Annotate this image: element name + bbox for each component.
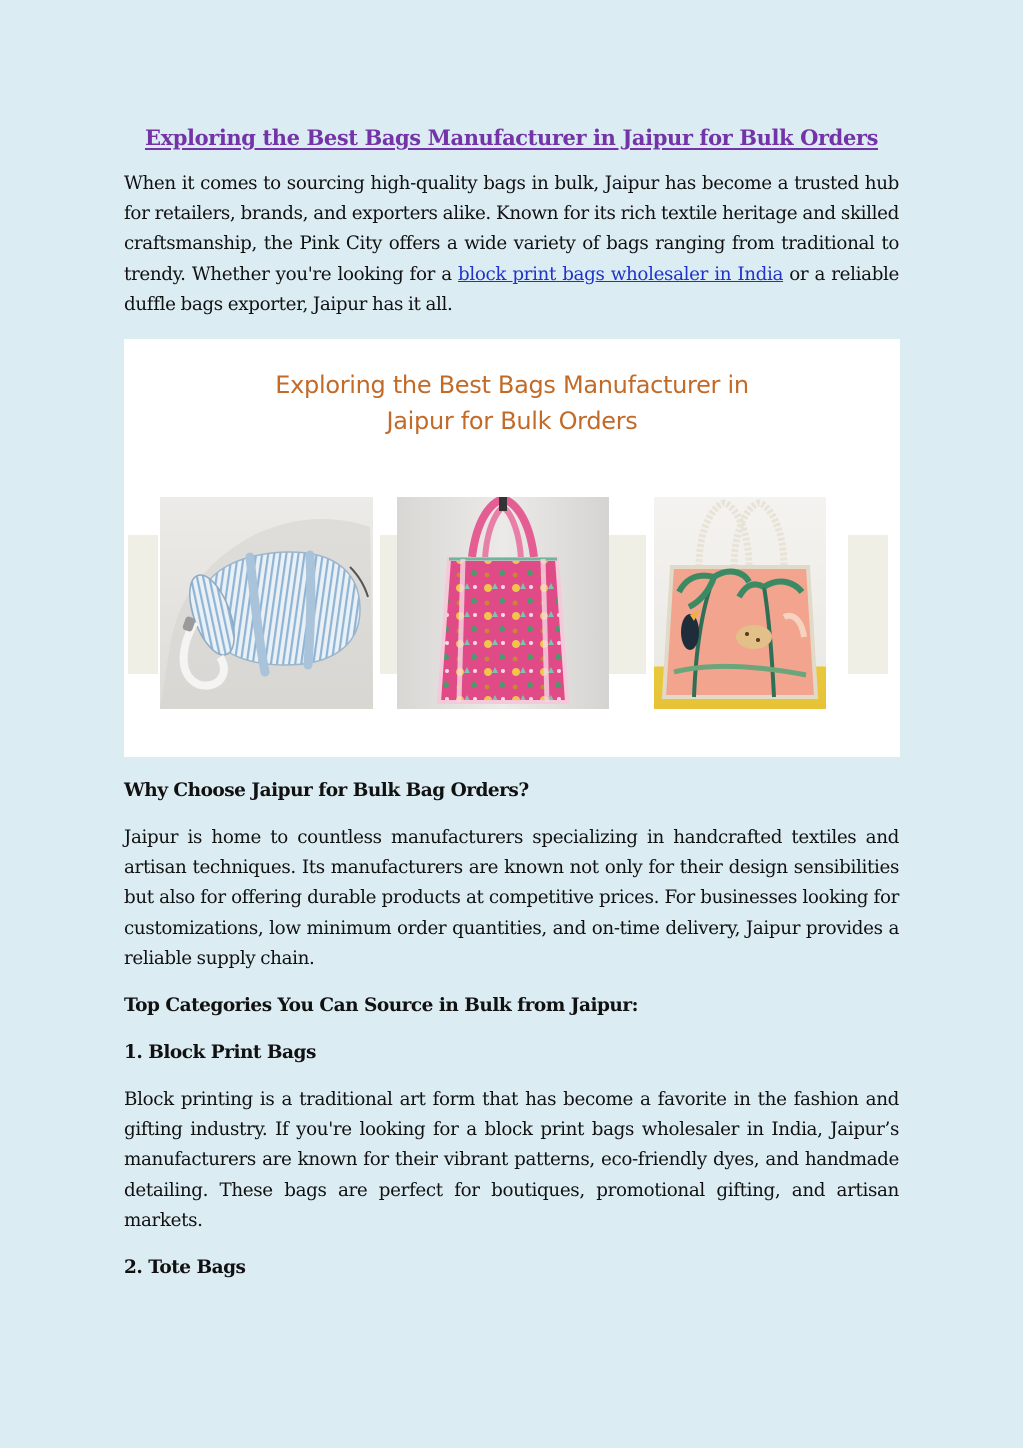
decorative-band-right [848, 535, 888, 674]
section-why-paragraph: Jaipur is home to countless manufacturers specializing in handcrafted textiles and artisan techniques. Its manufacturers are known not only for their design sensibilities but also for offering durable products at competitive prices. For businesses looking for customizations, low minimum order quantities, and on-time delivery, Jaipur provides a reliable supply chain. [124, 827, 899, 969]
tropical-tote-bag-photo [654, 497, 826, 709]
section-heading-block-print: 1. Block Print Bags [124, 1042, 316, 1064]
duffle-bag-photo [160, 497, 373, 709]
section-heading-tote: 2. Tote Bags [124, 1257, 246, 1279]
section-heading-why: Why Choose Jaipur for Bulk Bag Orders? [124, 780, 529, 802]
intro-paragraph [124, 169, 899, 320]
block-print-bags-link[interactable]: block print bags wholesaler in India [457, 263, 784, 285]
intro-text-end: or a reliable duffle bags exporter, Jaipur has it all. [124, 263, 900, 315]
hero-title-line-2: Jaipur for Bulk Orders [386, 407, 638, 436]
section-block-print-paragraph: Block printing is a traditional art form that has become a favorite in the fashion and gifting industry. If you're looking for a block print bags wholesaler in India, Jaipur’s manufacturers are known for their vibrant patterns, eco-friendly dyes, and handmade detailing. These bags are perfect for boutiques, promotional gifting, and artisan markets. [124, 1089, 899, 1231]
decorative-band-left [128, 535, 158, 674]
hero-image [124, 339, 900, 757]
pink-tote-bag-photo [397, 497, 609, 709]
intro-text: When it comes to sourcing high-quality bags in bulk, Jaipur has become a trusted hub for retailers, brands, and exporters alike. Known for its rich textile heritage and skilled craftsmanship, the Pink City offers a wide variety of bags ranging from traditional to trendy. Whether you're looking for a [124, 173, 899, 285]
page-title: Exploring the Best Bags Manufacturer in Jaipur for Bulk Orders [144, 125, 878, 150]
section-heading-categories: Top Categories You Can Source in Bulk from Jaipur: [124, 995, 638, 1017]
hero-title-line-1: Exploring the Best Bags Manufacturer in [275, 371, 749, 400]
hero-image-title [124, 367, 900, 439]
document-page [124, 122, 899, 1283]
